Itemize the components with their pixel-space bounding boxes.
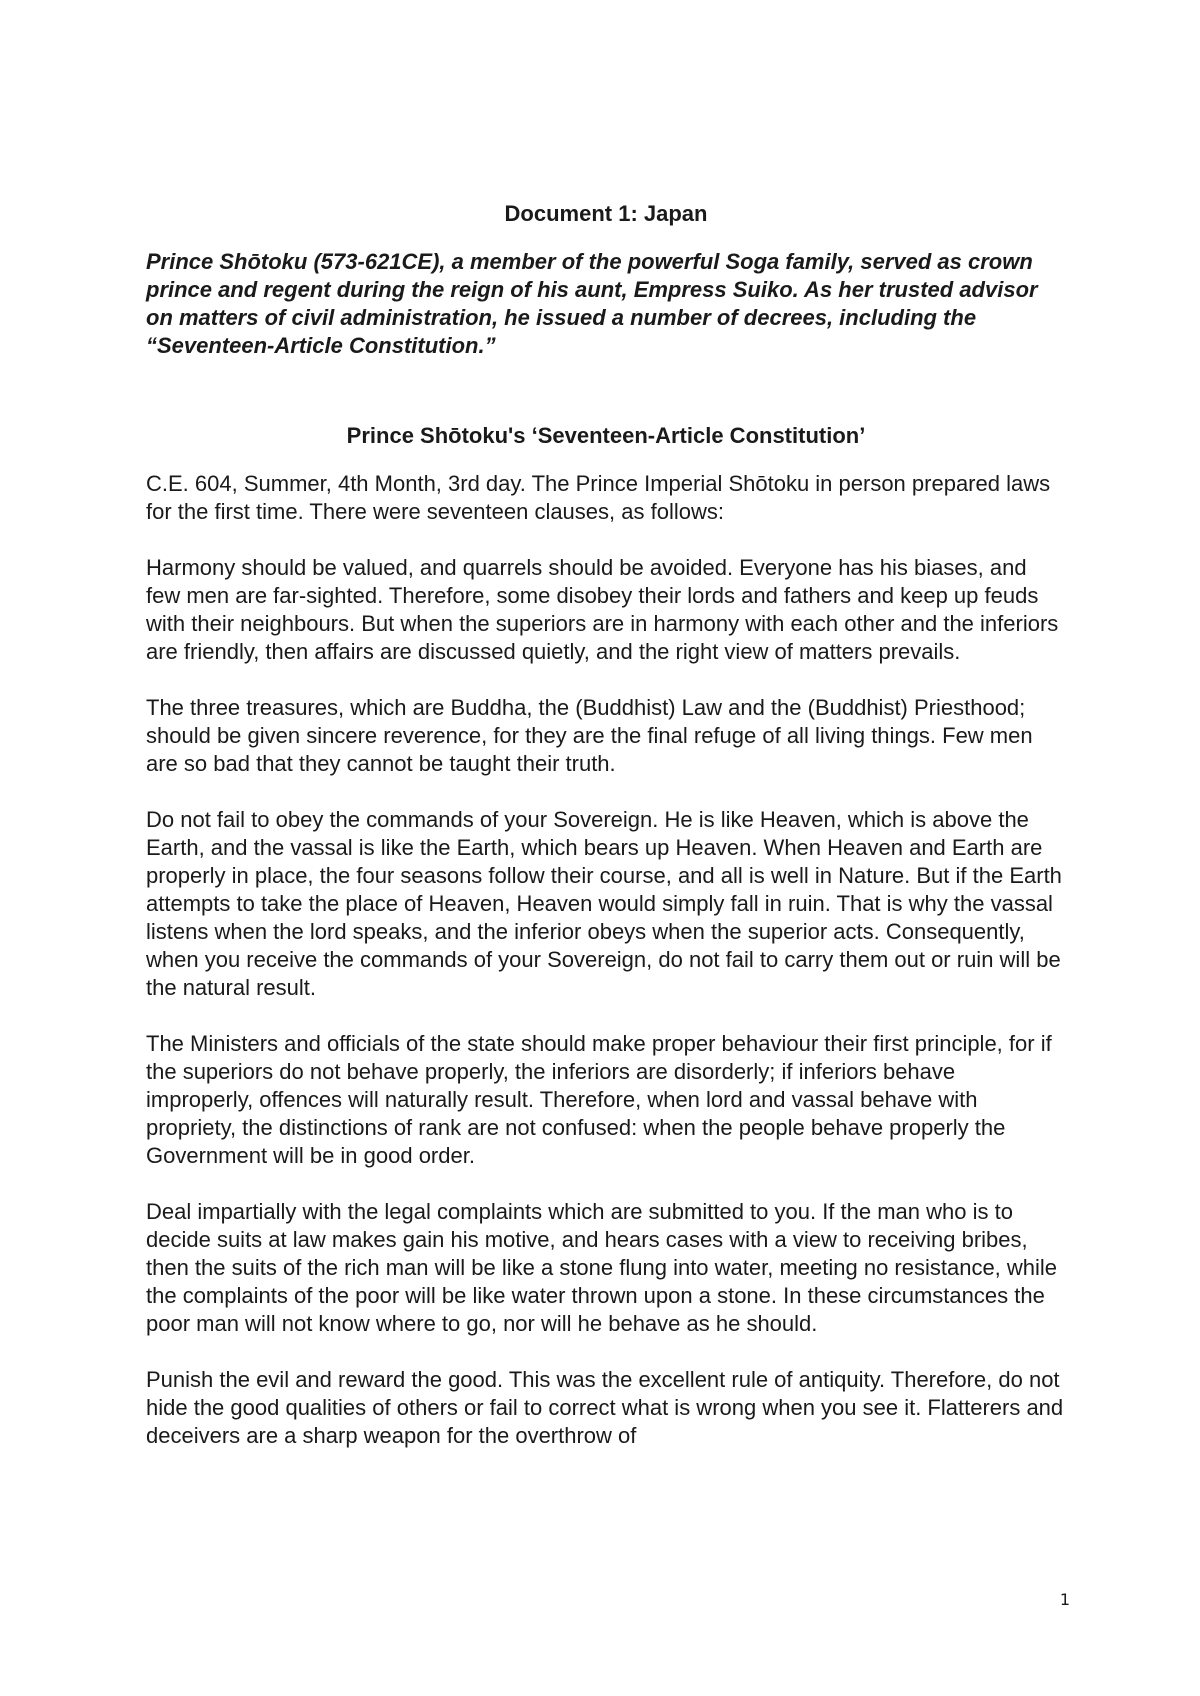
- body-paragraph: Deal impartially with the legal complaints which are submitted to you. If the man who is to decide suits at law makes gain his motive, and hears cases with a view to receiving bribes, then the suits of the rich man will be like a stone flung into water, meeting no resistance, while the complaints of the poor will be like water thrown upon a stone. In these circumstances the poor man will not know where to go, nor will he behave as he should.: [146, 1199, 1058, 1336]
- document-title: Document 1: Japan: [504, 201, 708, 226]
- body-paragraph: The three treasures, which are Buddha, the (Buddhist) Law and the (Buddhist) Priesthood; should be given sincere reverence, for they are the final refuge of all living things. Few men are so bad that they cannot be taught their truth.: [146, 695, 1033, 776]
- page-number: 1: [1059, 1590, 1070, 1609]
- body-paragraph: Punish the evil and reward the good. This was the excellent rule of antiquity. Therefore, do not hide the good qualities of others or fail to correct what is wrong when you see it. Flatterers and deceivers are a sharp weapon for the overthrow of: [146, 1367, 1064, 1448]
- body-paragraph: The Ministers and officials of the state should make proper behaviour their first principle, for if the superiors do not behave properly, the inferiors are disorderly; if inferiors behave improperly, offences will naturally result. Therefore, when lord and vassal behave with propriety, the distinctions of rank are not confused: when the people behave properly the Government will be in good order.: [146, 1031, 1052, 1168]
- body-paragraph: C.E. 604, Summer, 4th Month, 3rd day. The Prince Imperial Shōtoku in person prepared laws for the first time. There were seventeen clauses, as follows:: [146, 471, 1051, 524]
- section-title: Prince Shōtoku's ‘Seventeen-Article Constitution’: [346, 423, 866, 448]
- body-paragraph: Harmony should be valued, and quarrels should be avoided. Everyone has his biases, and few men are far-sighted. Therefore, some disobey their lords and fathers and keep up feuds with their neighbours. But when the superiors are in harmony with each other and the inferiors are friendly, then affairs are discussed quietly, and the right view of matters prevails.: [146, 555, 1059, 664]
- intro-paragraph: Prince Shōtoku (573-621CE), a member of the powerful Soga family, served as crown prince and regent during the reign of his aunt, Empress Suiko. As her trusted advisor on matters of civil administration, he issued a number of decrees, including the “Seventeen-Article Constitution.”: [146, 249, 1038, 358]
- body-paragraph: Do not fail to obey the commands of your Sovereign. He is like Heaven, which is above the Earth, and the vassal is like the Earth, which bears up Heaven. When Heaven and Earth are properly in place, the four seasons follow their course, and all is well in Nature. But if the Earth attempts to take the place of Heaven, Heaven would simply fall in ruin. That is why the vassal listens when the lord speaks, and the inferior obeys when the superior acts. Consequently, when you receive the commands of your Sovereign, do not fail to carry them out or ruin will be the natural result.: [146, 807, 1062, 1000]
- document-body: [146, 200, 1066, 1478]
